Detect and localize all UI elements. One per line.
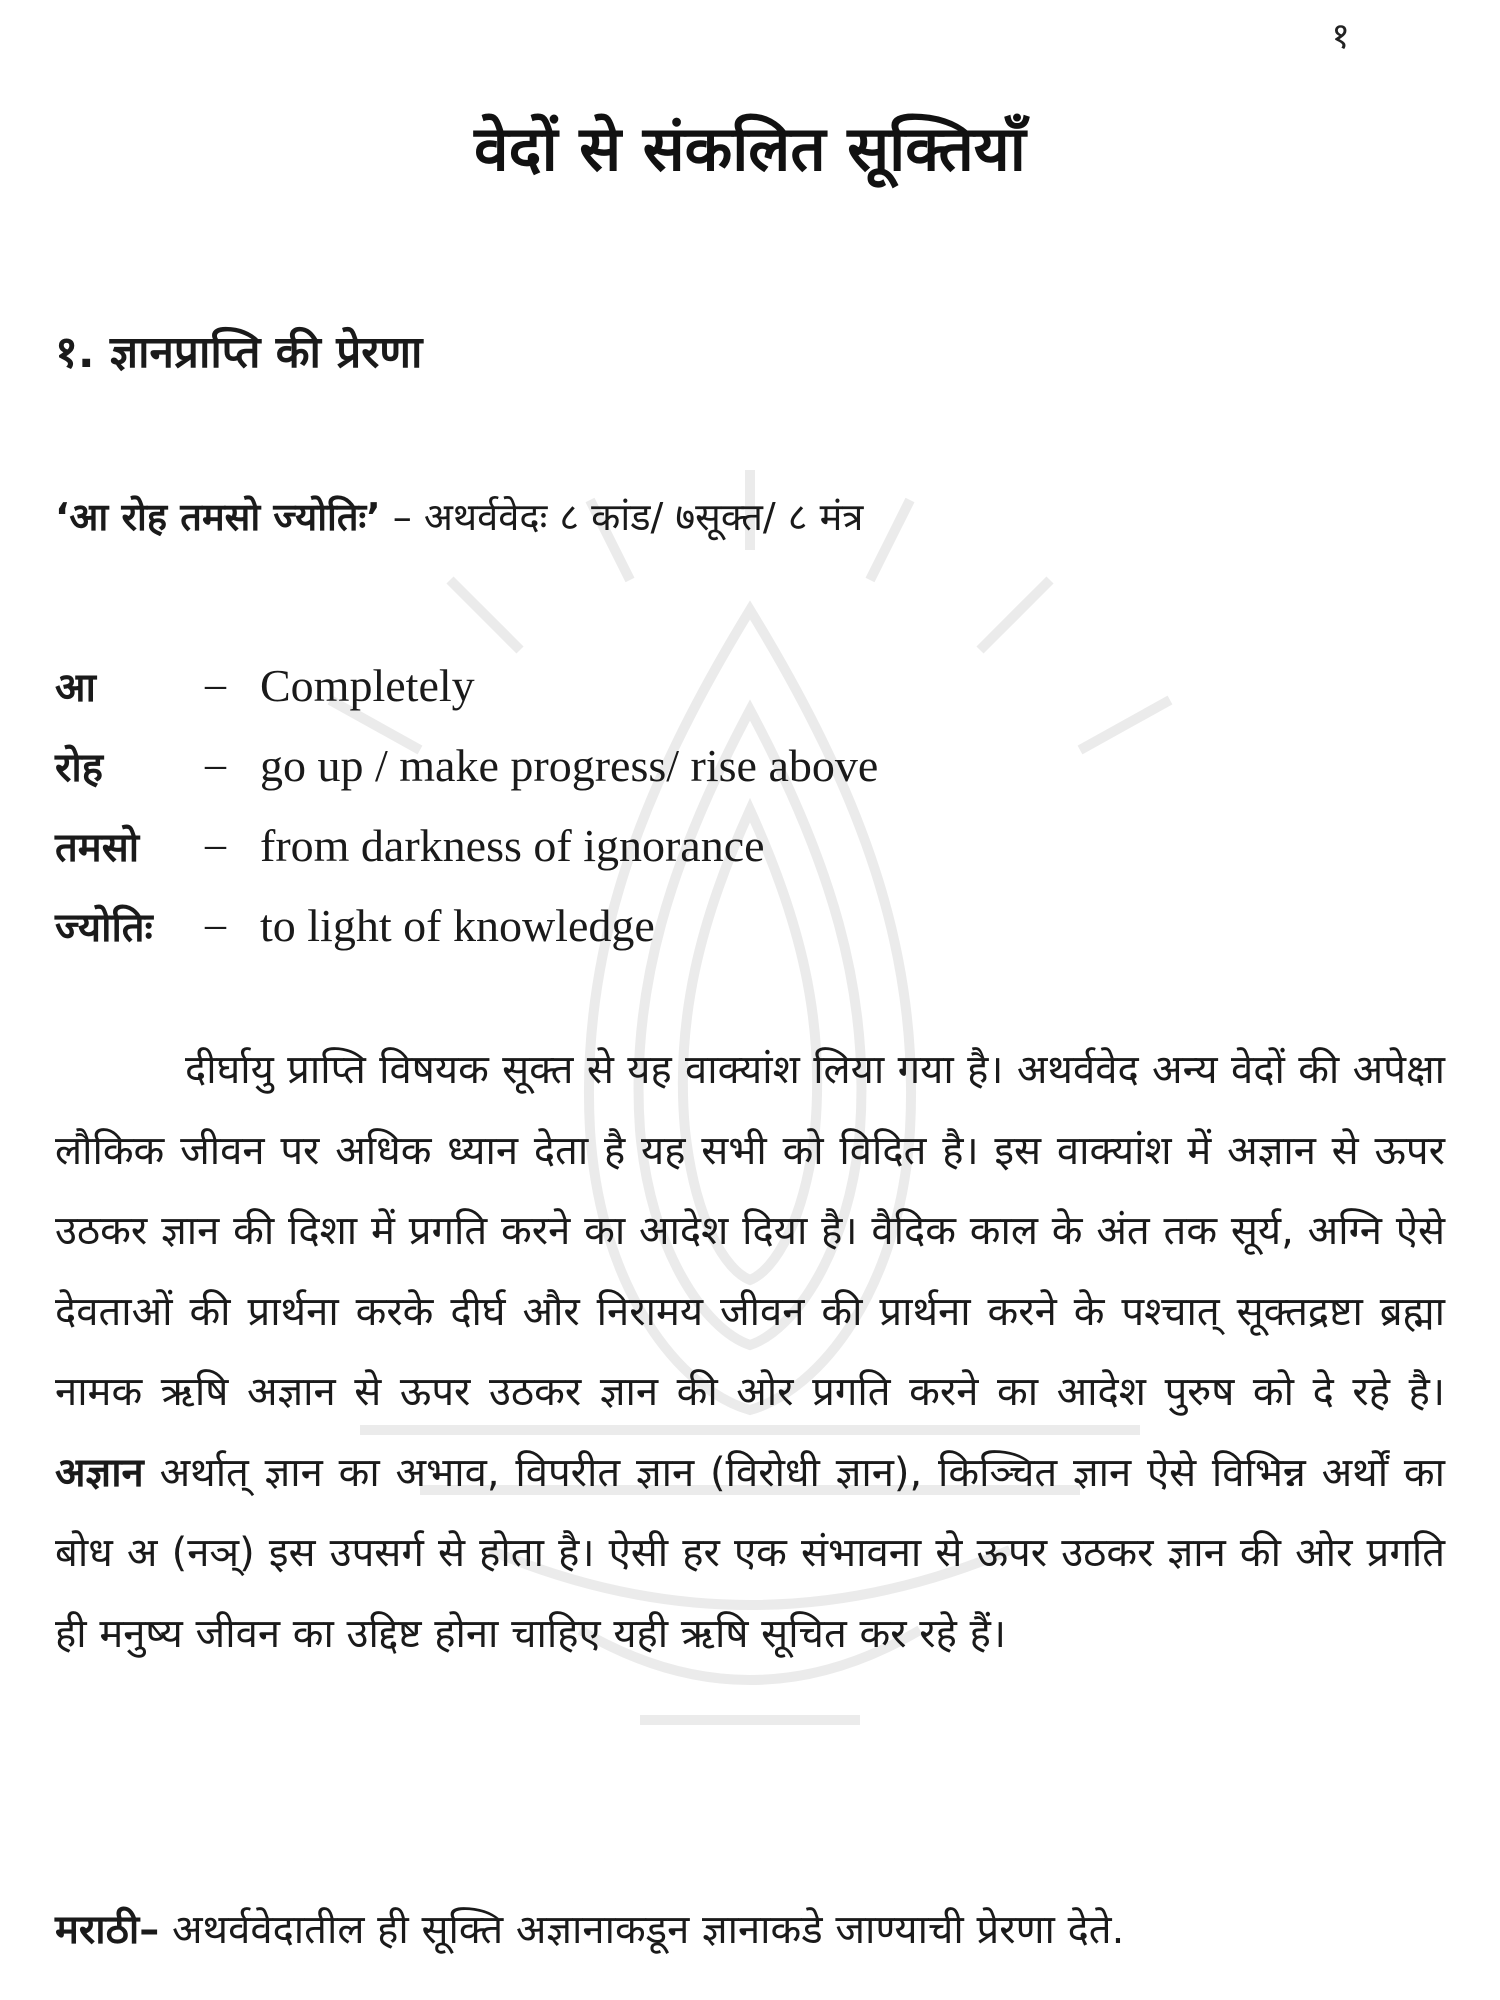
page-number: १: [1331, 16, 1350, 57]
paragraph-text-part2: अर्थात् ज्ञान का अभाव, विपरीत ज्ञान (विरोधी ज्ञान), किञ्चित ज्ञान ऐसे विभिन्न अर्थों का बोध अ (नञ्) इस उपसर्ग से होता है। ऐसी हर एक संभावना से ऊपर उठकर ज्ञान की ओर प्रगति ही मनुष्य जीवन का उद्दिष्ट होना चाहिए यही ऋषि सूचित कर रहे हैं।: [55, 1449, 1445, 1657]
glossary-row: [55, 885, 878, 965]
glossary-meaning: go up / make progress/ rise above: [260, 739, 879, 791]
explanation-paragraph: [55, 1030, 1445, 1674]
glossary-dash: –: [205, 902, 226, 948]
vedic-quote: ‘आ रोह तमसो ज्योतिः’: [55, 495, 381, 539]
glossary-term: तमसो: [55, 824, 140, 871]
glossary-row: [55, 645, 878, 725]
paragraph-text-part1: दीर्घायु प्राप्ति विषयक सूक्त से यह वाक्यांश लिया गया है। अथर्ववेद अन्य वेदों की अपेक्षा लौकिक जीवन पर अधिक ध्यान देता है यह सभी को विदित है। इस वाक्यांश में अज्ञान से ऊपर उठकर ज्ञान की दिशा में प्रगति करने का आदेश दिया है। वैदिक काल के अंत तक सूर्य, अग्नि ऐसे देवताओं की प्रार्थना करके दीर्घ और निरामय जीवन की प्रार्थना करने के पश्चात् सूक्तद्रष्टा ब्रह्मा नामक ऋषि अज्ञान से ऊपर उठकर ज्ञान की ओर प्रगति करने का आदेश पुरुष को दे रहे है।: [55, 1047, 1445, 1415]
glossary-term: रोह: [55, 744, 103, 791]
glossary-dash: –: [205, 742, 226, 788]
glossary-meaning: Completely: [260, 659, 475, 711]
glossary-dash: –: [205, 822, 226, 868]
marathi-note: [55, 1900, 1455, 1955]
paragraph-bold-term: अज्ञान: [55, 1449, 144, 1496]
marathi-text: अथर्ववेदातील ही सूक्ति अज्ञानाकडून ज्ञानाकडे जाण्याची प्रेरणा देते.: [159, 1907, 1125, 1953]
glossary-table: [55, 645, 878, 965]
glossary-meaning: from darkness of ignorance: [260, 819, 765, 871]
glossary-meaning: to light of knowledge: [260, 899, 655, 951]
glossary-term: ज्योतिः: [55, 904, 153, 951]
vedic-quote-line: [55, 490, 863, 542]
glossary-row: [55, 805, 878, 885]
glossary-dash: –: [205, 662, 226, 708]
marathi-label: मराठी–: [55, 1907, 160, 1953]
page-title: वेदों से संकलित सूक्तियाँ: [474, 112, 1026, 185]
glossary-row: [55, 725, 878, 805]
glossary-term: आ: [55, 664, 96, 711]
quote-reference: – अथर्ववेदः ८ कांड/ ७सूक्त/ ८ मंत्र: [380, 495, 864, 539]
section-heading: १. ज्ञानप्राप्ति की प्रेरणा: [55, 327, 423, 378]
